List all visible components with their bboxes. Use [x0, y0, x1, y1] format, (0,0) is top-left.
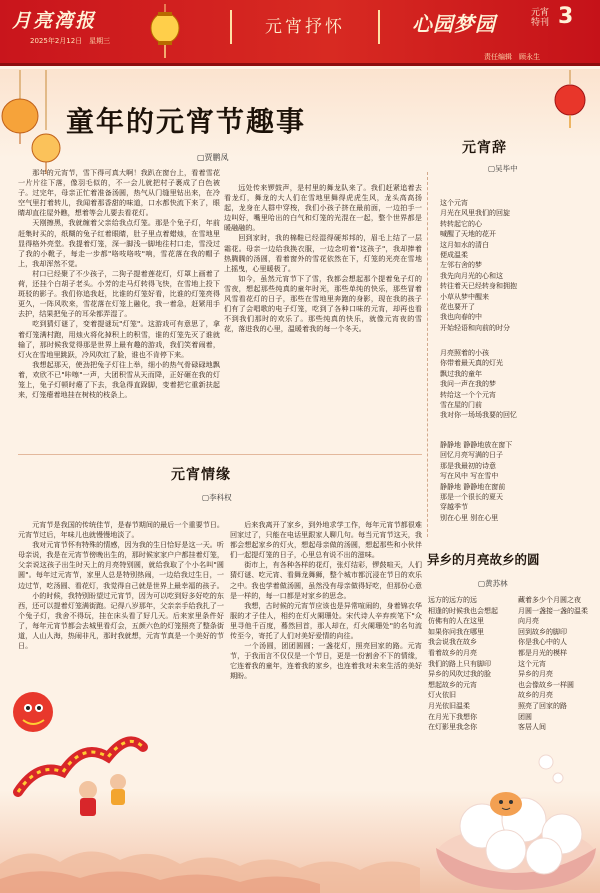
poem-title: 异乡的月亮故乡的圆 — [427, 552, 540, 567]
lantern-icon — [540, 70, 600, 140]
poem-line: 开始轻语和向前的时分 — [440, 323, 510, 332]
masthead — [0, 0, 600, 66]
poem-line: 在月光下我想你 — [428, 712, 477, 721]
poem-line: 你是我心中的人 — [518, 638, 567, 647]
article-author: ▢贾鹏凤 — [197, 153, 229, 162]
poem-line: 这月如水的清白 — [440, 240, 489, 249]
paragraph: 回到家时，我的棉鞋已经湿得硬邦邦的，眉毛上结了一层霜花。母亲一边给我换衣服，一边念叨着"这孩子"，我却捧着热腾腾的汤圆，看着窗外的雪花依然在下，灯笼的光亮在雪地上摇曳，心里暖极了。 — [224, 233, 422, 273]
poem-line: 花也要开了 — [440, 303, 475, 312]
poem-line: 小草从梦中醒来 — [440, 292, 489, 301]
lantern-icon — [145, 4, 185, 60]
poem-line: 我也向春的中 — [440, 313, 482, 322]
poem-line: 客居人间 — [518, 723, 546, 732]
poem-line: 转转起它的心 — [440, 219, 482, 228]
poem-line: 也会像故乡一样圆 — [518, 680, 574, 689]
paragraph: 后来我离开了家乡，到外地求学工作，每年元宵节都很难回家过了，只能在电话里跟家人聊几句。每当元宵节这天，我都会想起家乡的灯火，想起母亲做的汤圆，想起那些和小伙伴们一起提灯笼的日子，心里总有说不出的滋味。 — [230, 520, 422, 560]
paper-name: 月亮湾报 — [12, 10, 97, 32]
poem-line: 向月亮 — [518, 617, 539, 626]
paragraph: 我对元宵节怀有特殊的情感，因为我的生日恰好是这一天。听母亲说，我是在元宵节傍晚出生的，那时候家家户户都挂着灯笼，父亲说这孩子出生时天上的月亮特别圆，就给我取了个小名叫"圆圆"。每年过元宵节，家里人总是特别热闹，一边给我过生日，一边过节，吃汤圆、看花灯，我觉得自己就是世界上最幸福的孩子。 — [18, 540, 224, 590]
date-line: 2025年2月12日 星期三 — [30, 37, 111, 45]
poem-stanza — [428, 595, 512, 733]
column-name: 心园梦园 — [412, 12, 496, 36]
article-column — [230, 520, 422, 752]
poem-line: 别在心里 别在心里 — [440, 513, 499, 522]
paragraph: 如今，虽然元宵节下了雪，我都会想起那个提着兔子灯的雪夜，想起那些纯真的童年时光，那些单纯的快乐，那些冒着风雪看花灯的日子，那些在雪地里奔跑的身影，现在我的孩子们有了会唱歌的电子灯笼，吃到了各种口味的元宵，却再也看不到我们那时的欢乐了。那些纯真的快乐，就像元宵夜的雪花，落进我的心里，温暖着我的每一个冬天。 — [224, 273, 422, 334]
poem-line: 我先向月光的心和这 — [440, 271, 503, 280]
column-subtitle: 元宵特刊 — [531, 8, 550, 28]
poem-author: ▢黄苏林 — [478, 579, 508, 588]
poem-stanza — [440, 198, 517, 333]
paragraph: 我想起那天，使劲把兔子灯往上举，细小的热气骨碌碌地飘着，欢欣不已"咔嚓"一声，大团积雪从天而降，正好砸在我的灯笼上，兔子灯顿时瘪了下去，我急得直跺脚，变着把它重新扶起来，灯笼瘪着地挂在树枝的枝条上。 — [18, 359, 220, 400]
divider — [18, 454, 422, 455]
article-title: 元宵情缘 — [171, 467, 231, 483]
poem-stanza — [440, 348, 517, 421]
poem-line: 在灯影里我念你 — [428, 723, 477, 732]
article-title: 童年的元宵节趣事 — [66, 105, 307, 138]
paragraph: 村口已经聚了不少孩子，二狗子提着莲花灯，灯罩上画着了荷，还挂个白胡子老头。小芳的走马灯转得飞快，在雪地上投下斑驳的影子。我们你追我赶，比谁的灯笼好看，比谁的灯笼亮得更久，一阵风吹来，雪花落在灯笼上融化，我一着急，赶紧用手去护，结果把兔子的耳朵都弄湿了。 — [18, 268, 220, 319]
article-column — [18, 168, 220, 450]
poem-line: 转给这一个个元宵 — [440, 390, 496, 399]
poem-line: 飘过我的童年 — [440, 369, 482, 378]
poem-line: 如果你问我在哪里 — [428, 627, 484, 636]
poem-line: 雪在屋的门前 — [440, 401, 482, 410]
poem-line: 月光在风里我们的回旋 — [440, 209, 510, 218]
poem-line: 穿越季节 — [440, 503, 468, 512]
poem-author: ▢吴毕中 — [488, 164, 518, 173]
paragraph: 小的时候，我特别盼望过元宵节，因为可以吃到好多好吃的东西，还可以提着灯笼满街跑。记得八岁那年，父亲亲手给我扎了一个兔子灯，我舍不得玩，挂在床头看了好几天。后来家里条件好了，每年元宵节都会去城里看灯会，五颜六色的灯笼照亮了整条街道，人山人海，热闹非凡，那时我就想，元宵节真是一个美好的节日。 — [18, 590, 224, 651]
poem-line: 左邻右舍的梦 — [440, 261, 482, 270]
poem-line: 我对你一场场我要的回忆 — [440, 411, 517, 420]
poem-line: 想起故乡的元宵 — [428, 680, 477, 689]
paragraph: 那年的元宵节，雪下得可真大啊！我趴在窗台上，看着雪花一片片往下落，像羽毛似的，不一会儿就把村子裹成了白色被子。过完年，母亲正忙着准备汤圆，热气从门缝里钻出来，在冷空气里打着转儿，我闻着那香甜的味道，口水都快流下来了，眼睛却直往屋外瞧，想着等会儿要去看花灯。 — [18, 168, 220, 218]
poem-line: 我会说我在故乡 — [428, 638, 477, 647]
tangyuan-bowl-icon — [424, 738, 600, 893]
poem-line: 回到故乡的脚印 — [518, 627, 567, 636]
poem-line: 那是我最初的诗意 — [440, 461, 496, 470]
section-title: 元宵抒怀 — [230, 10, 380, 44]
poem-line: 我们的路上只有脚印 — [428, 659, 491, 668]
poem-line: 那是一个很长的夏天 — [440, 493, 503, 502]
poem-line: 相逢的时候我也会想起 — [428, 606, 498, 615]
paragraph: 我想，古时候的元宵节应该也是异常喧闹的，身着锦衣华服的才子佳人，相约在灯火阑珊处。宋代诗人辛弃疾笔下"众里寻他千百度，蓦然回首，那人却在，灯火阑珊处"的名句流传至今，寄托了人们对美好爱情的向往。 — [230, 600, 422, 641]
poem-line: 便成温柔 — [440, 251, 468, 260]
poem-line: 月圆一盏接一盏的温柔 — [518, 606, 588, 615]
paragraph: 街市上，有各种各样的花灯，张灯结彩，锣鼓喧天，人们猜灯谜、吃元宵、看舞龙舞狮，整个城市都沉浸在节日的欢乐之中。我也学着做汤圆，虽然没有母亲做得好吃，但那份心意是一样的，每一口都是对家乡的思念。 — [230, 560, 422, 600]
paragraph: 一个汤圆，团团圆圆；一盏花灯，照亮回家的路。元宵节，于我而言不仅仅是一个节日，更是一份割舍不下的情缘，它连着我的童年，连着我的家乡，也连着我对未来生活的美好期盼。 — [230, 641, 422, 681]
page-number: 3 — [558, 4, 574, 29]
poem-stanza — [518, 595, 598, 733]
poem-line: 喊醒了天地的花开 — [440, 230, 496, 239]
poem-line: 照亮了回家的路 — [518, 701, 567, 710]
poem-line: 写在风中 写在雪中 — [440, 472, 499, 481]
poem-line: 故乡的月亮 — [518, 691, 553, 700]
poem-line: 你带着最天真的灯光 — [440, 359, 503, 368]
poem-line: 藏着多少个月圆之夜 — [518, 596, 581, 604]
editor-line: 责任编辑 顾永生 — [484, 53, 540, 61]
poem-line: 这个元宵 — [518, 659, 546, 668]
paragraph: 元宵节是我国的传统佳节，是春节期间的最后一个重要节日。元宵节过后，年味儿也就慢慢地淡了。 — [18, 520, 224, 540]
article-author: ▢李科权 — [202, 493, 232, 502]
paragraph: 远处传来锣鼓声，是村里的舞龙队来了。我们赶紧追着去看龙灯，舞龙的大人们在雪地里舞得虎虎生风，龙头高高扬起，龙身在人群中穿梭，我们小孩子挤在最前面，一边拍手一边叫好，嘴里哈出的白气和灯笼的光混在一起，整个世界都是暖融融的。 — [224, 183, 422, 233]
dragon-lion-dance-icon — [8, 672, 153, 822]
article-column — [224, 183, 422, 383]
poem-line: 这个元宵 — [440, 199, 468, 207]
poem-line: 仿佛有的人在这里 — [428, 617, 484, 626]
paragraph: 吃到猜灯谜了，变着提谜玩"灯笼"。这游戏可有意思了，拿着灯笼满村跑，用烛火将化掉积上的积雪，谁的灯笼先灭了谁就输了，那时候我觉得那是世界上最有趣的游戏，我们笑着闹着，灯火在雪地里跳跃，冷风吹红了脸，谁也不肯停下来。 — [18, 319, 220, 359]
poem-line: 静静地 静静地在窗前 — [440, 482, 506, 491]
poem-line: 看着故乡的月亮 — [428, 648, 477, 657]
poem-line: 异乡的月亮 — [518, 670, 553, 679]
poem-line: 灯火依旧 — [428, 691, 456, 700]
poem-line: 团圆 — [518, 712, 532, 721]
poem-line: 远方的远方的远 — [428, 596, 477, 604]
poem-line: 我问一声在我的梦 — [440, 380, 496, 389]
poem-line: 月亮照着的小孩 — [440, 349, 489, 357]
poem-line: 静静地 静静地放在窗下 — [440, 441, 513, 449]
poem-line: 异乡的风吹过我的脸 — [428, 670, 491, 679]
poem-line: 回忆月亮写满的日子 — [440, 451, 503, 460]
poem-line: 转往着天已经转身和拥抱 — [440, 282, 517, 291]
poem-line: 月光依旧温柔 — [428, 701, 470, 710]
poem-line: 都是月光的模样 — [518, 648, 567, 657]
poem-stanza — [440, 440, 512, 523]
paragraph: 天刚擦黑，我就缠着父亲给我点灯笼。那是个兔子灯，年前赶集时买的，纸糊的兔子红着眼睛，肚子里点着蜡烛，在雪地里显得格外亮堂。我提着灯笼，深一脚浅一脚地往村口走，雪没过了我的小靴子，每走一步都"咯吱咯吱"响，雪花落在我的帽子上，我却浑然不觉。 — [18, 218, 220, 268]
poem-title: 元宵辞 — [462, 140, 507, 156]
